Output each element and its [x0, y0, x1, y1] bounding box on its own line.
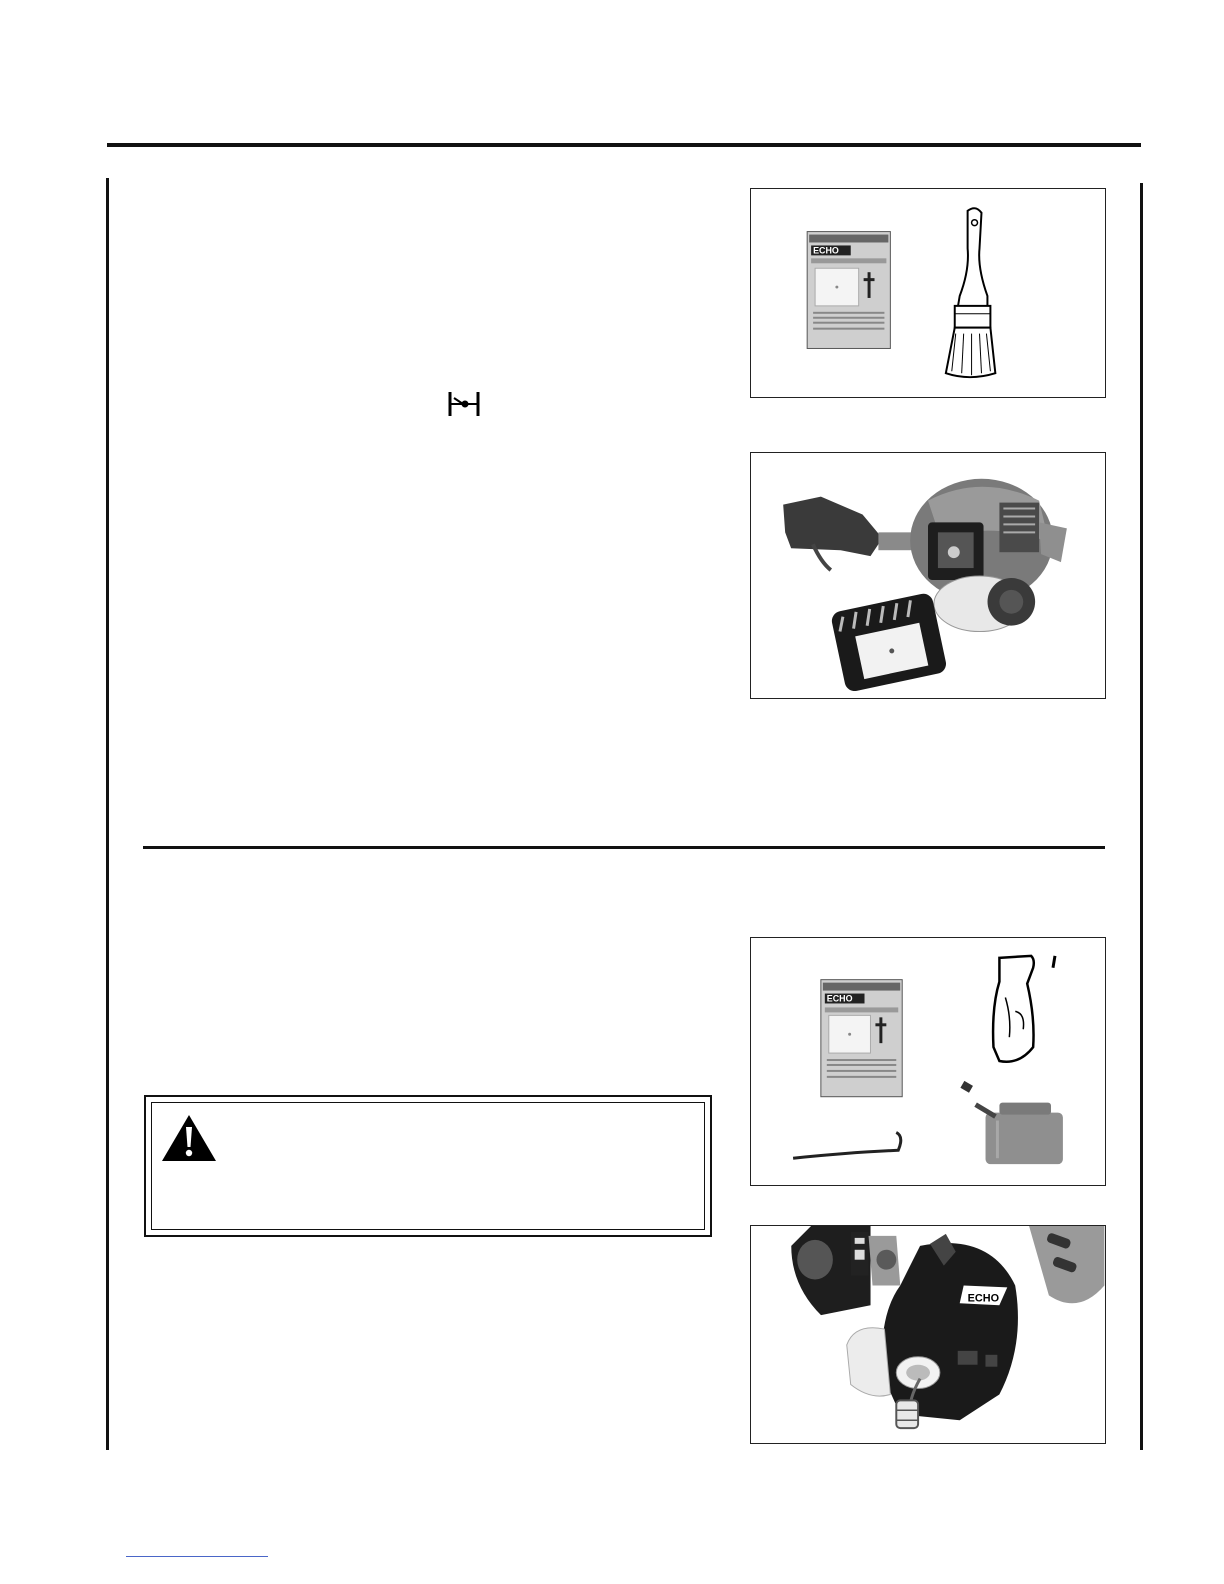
section-divider [143, 846, 1105, 849]
engine-air-cover-illustration [751, 453, 1105, 698]
left-margin-rule [106, 178, 109, 1450]
figure-fuel-tank-filter-pickup [750, 1225, 1106, 1444]
footer-link-underline [126, 1556, 268, 1557]
warning-box-inner-border [151, 1102, 705, 1230]
warning-triangle-icon [160, 1113, 218, 1163]
fuel-filter-tools-illustration [751, 938, 1105, 1185]
top-rule [107, 143, 1141, 147]
figure-filter-kit-rag-hook-fuel-can [750, 937, 1106, 1186]
fuel-tank-illustration [751, 1226, 1105, 1443]
right-margin-rule [1140, 183, 1143, 1450]
echo-logo-text: ECHO [967, 1292, 1000, 1305]
choke-symbol-icon [446, 388, 482, 420]
warning-box [144, 1095, 712, 1237]
echo-logo-text: ECHO [813, 245, 839, 256]
filter-kit-brush-illustration [751, 189, 1105, 397]
figure-air-filter-removed [750, 452, 1106, 699]
figure-filter-kit-and-brush [750, 188, 1106, 398]
echo-logo-text: ECHO [826, 993, 853, 1004]
